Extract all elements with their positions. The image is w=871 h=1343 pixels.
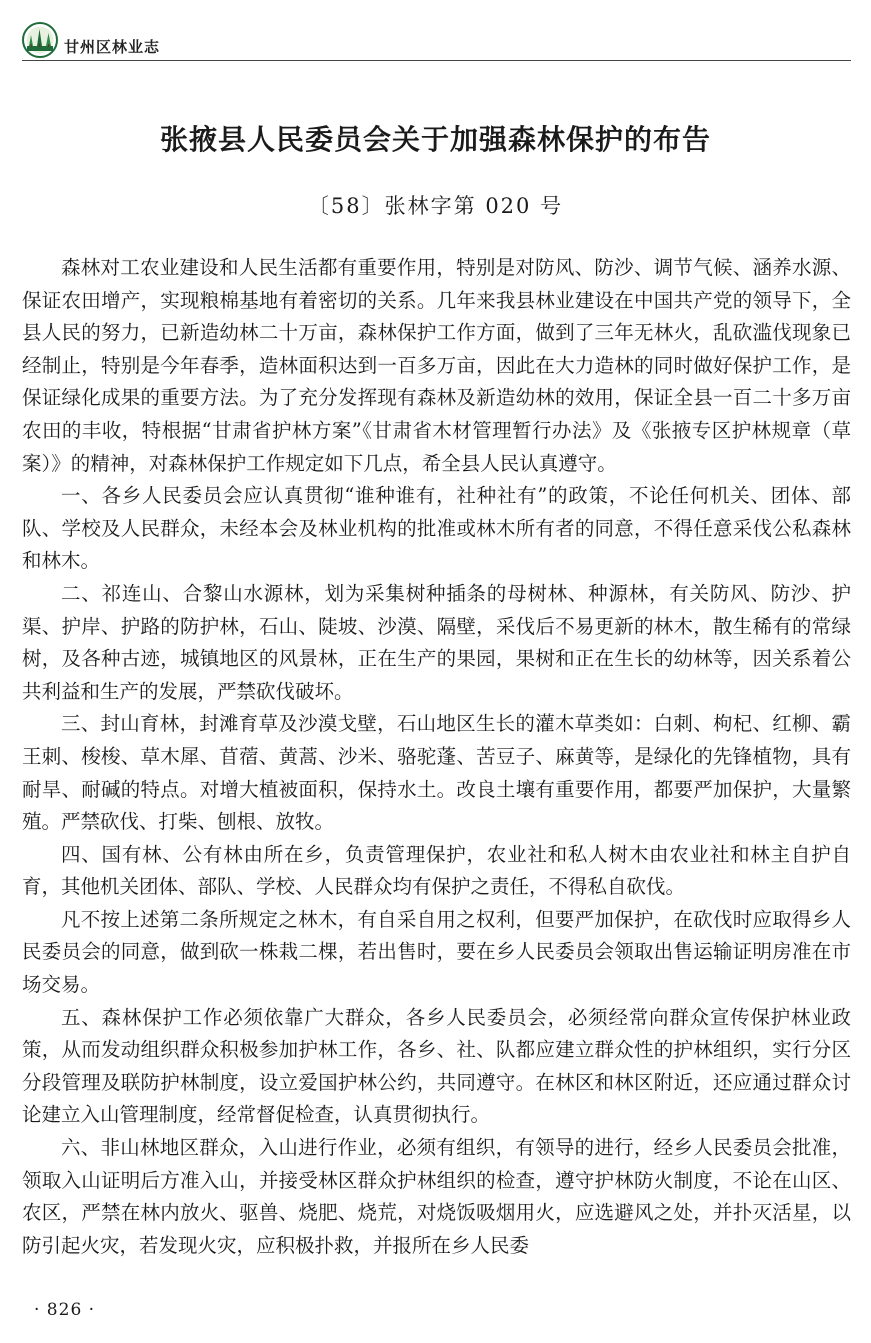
page-number: · 826 · [34, 1300, 96, 1320]
document-title: 张掖县人民委员会关于加强森林保护的布告 [159, 123, 711, 156]
paragraph-intro: 森林对工农业建设和人民生活都有重要作用，特别是对防风、防沙、调节气候、涵养水源、保证农田增产，实现粮棉基地有着密切的关系。几年来我县林业建设在中国共产党的领导下，全县人民的努力，已新造幼林二十万亩，森林保护工作方面，做到了三年无林火，乱砍滥伐现象已经制止，特别是今年春季，造林面积达到一百多万亩，因此在大力造林的同时做好保护工作，是保证绿化成果的重要方法。为了充分发挥现有森林及新造幼林的效用，保证全县一百二十多万亩农田的丰收，特根据“甘肃省护林方案”《甘肃省木材管理暂行办法》及《张掖专区护林规章（草案）》的精神，对森林保护工作规定如下几点，希全县人民认真遵守。 [22, 256, 851, 475]
document-number: 〔58〕张林字第 020 号 [307, 194, 564, 218]
paragraph-article-6: 六、非山林地区群众，入山进行作业，必须有组织，有领导的进行，经乡人民委员会批准，领取入山证明后方准入山，并接受林区群众护林组织的检查，遵守护林防火制度，不论在山区、农区，严禁在林内放火、驱兽、烧肥、烧荒，对烧饭吸烟用火，应选避风之处，并扑灭活星，以防引起火灾，若发现火灾，应积极扑救，并报所在乡人民委 [22, 1136, 851, 1257]
paragraph-article-3: 三、封山育林，封滩育草及沙漠戈壁，石山地区生长的灌木草类如：白刺、枸杞、红柳、霸王刺、梭梭、草木犀、苜蓿、黄蒿、沙米、骆驼蓬、苦豆子、麻黄等，是绿化的先锋植物，具有耐旱、耐碱的特点。对增大植被面积，保持水土。改良土壤有重要作用，都要严加保护，大量繁殖。严禁砍伐、打柴、刨根、放牧。 [22, 712, 851, 834]
page-header [22, 20, 851, 62]
document-body [22, 252, 851, 1262]
paragraph-article-2: 二、祁连山、合黎山水源林，划为采集树种插条的母树林、种源林，有关防风、防沙、护渠、护岸、护路的防护林，石山、陡坡、沙漠、隔壁，采伐后不易更新的林木，散生稀有的常绿树，及各种古迹，城镇地区的风景林，正在生产的果园，果树和正在生长的幼林等，因关系着公共利益和生产的发展，严禁砍伐破坏。 [22, 581, 851, 703]
paragraph-article-1: 一、各乡人民委员会应认真贯彻“谁种谁有，社种社有”的政策，不论任何机关、团体、部队、学校及人民群众，未经本会及林业机构的批准或林木所有者的同意，不得任意采伐公私森林和林木。 [22, 484, 851, 573]
forest-logo-icon [22, 22, 58, 58]
paragraph-article-5: 五、森林保护工作必须依靠广大群众，各乡人民委员会，必须经常向群众宣传保护林业政策，从而发动组织群众积极参加护林工作，各乡、社、队都应建立群众性的护林组织，实行分区分段管理及联防护林制度，设立爱国护林公约，共同遵守。在林区和林区附近，还应通过群众讨论建立入山管理制度，经常督促检查，认真贯彻执行。 [22, 1005, 851, 1127]
header-divider [22, 60, 851, 61]
paragraph-article-4-supplement: 凡不按上述第二条所规定之林木，有自采自用之权利，但要严加保护，在砍伐时应取得乡人民委员会的同意，做到砍一株栽二棵，若出售时，要在乡人民委员会领取出售运输证明房准在市场交易。 [22, 907, 851, 997]
book-title: 甘州区林业志 [64, 38, 161, 56]
paragraph-article-4: 四、国有林、公有林由所在乡，负责管理保护，农业社和私人树木由农业社和林主自护自育，其他机关团体、部队、学校、人民群众均有保护之责任，不得私自砍伐。 [22, 842, 851, 899]
